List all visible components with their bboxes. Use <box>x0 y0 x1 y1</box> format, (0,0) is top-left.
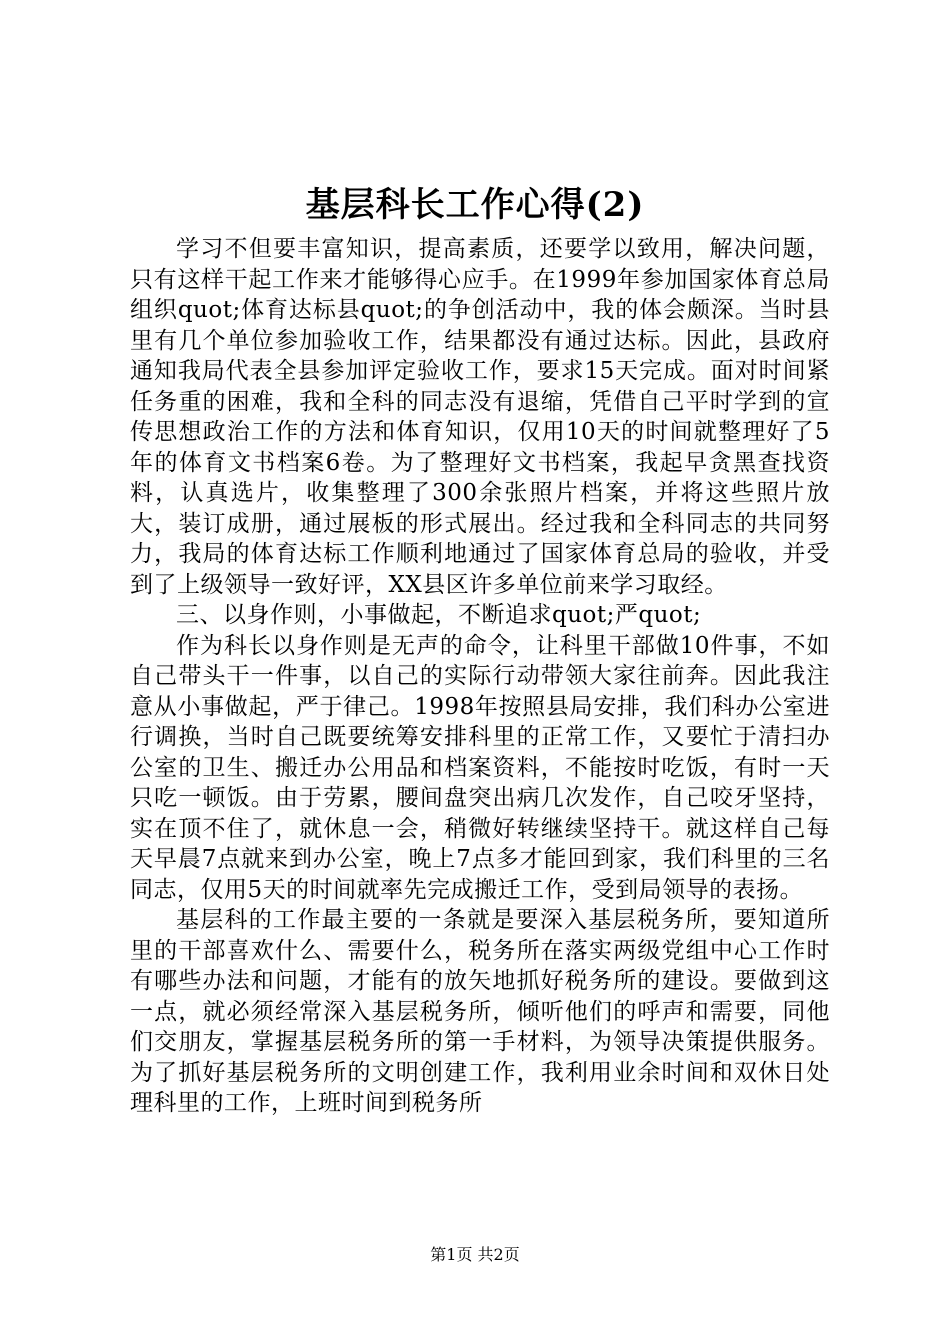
paragraph-study: 学习不但要丰富知识，提高素质，还要学以致用，解决问题，只有这样干起工作来才能够得心应手。在1999年参加国家体育总局组织quot;体育达标县quot;的争创活动中，我的体会颇深。当时县里有几个单位参加验收工作，结果都没有通过达标。因此，县政府通知我局代表全县参加评定验收工作，要求15天完成。面对时间紧任务重的困难，我和全科的同志没有退缩，凭借自己平时学到的宣传思想政治工作的方法和体育知识，仅用10天的时间就整理好了5年的体育文书档案6卷。为了整理好文书档案，我起早贪黑查找资料，认真选片，收集整理了300余张照片档案，并将这些照片放大，装订成册，通过展板的形式展出。经过我和全科同志的共同努力，我局的体育达标工作顺利地通过了国家体育总局的验收，并受到了上级领导一致好评，XX县区许多单位前来学习取经。 <box>130 236 830 598</box>
page-number-footer: 第1页 共2页 <box>430 1245 520 1264</box>
document-title: 基层科长工作心得(2) <box>305 185 645 225</box>
paragraph-grassroots: 基层科的工作最主要的一条就是要深入基层税务所，要知道所里的干部喜欢什么、需要什么，税务所在落实两级党组中心工作时有哪些办法和问题，才能有的放矢地抓好税务所的建设。要做到这一点，就必须经常深入基层税务所，倾听他们的呼声和需要，同他们交朋友，掌握基层税务所的第一手材料，为领导决策提供服务。为了抓好基层税务所的文明创建工作，我利用业余时间和双休日处理科里的工作，上班时间到税务所 <box>130 907 830 1116</box>
document-body <box>130 234 830 1119</box>
section-heading-lead-by-example: 三、以身作则，小事做起，不断追求quot;严quot; <box>176 602 702 628</box>
paragraph-lead-by-example: 作为科长以身作则是无声的命令，让科里干部做10件事，不如自己带头干一件事，以自己的实际行动带领大家往前奔。因此我注意从小事做起，严于律己。1998年按照县局安排，我们科办公室进行调换，当时自己既要统筹安排科里的正常工作，又要忙于清扫办公室的卫生、搬迁办公用品和档案资料，不能按时吃饭，有时一天只吃一顿饭。由于劳累，腰间盘突出病几次发作，自己咬牙坚持，实在顶不住了，就休息一会，稍微好转继续坚持干。就这样自己每天早晨7点就来到办公室，晚上7点多才能回到家，我们科里的三名同志，仅用5天的时间就率先完成搬迁工作，受到局领导的表扬。 <box>130 632 830 903</box>
